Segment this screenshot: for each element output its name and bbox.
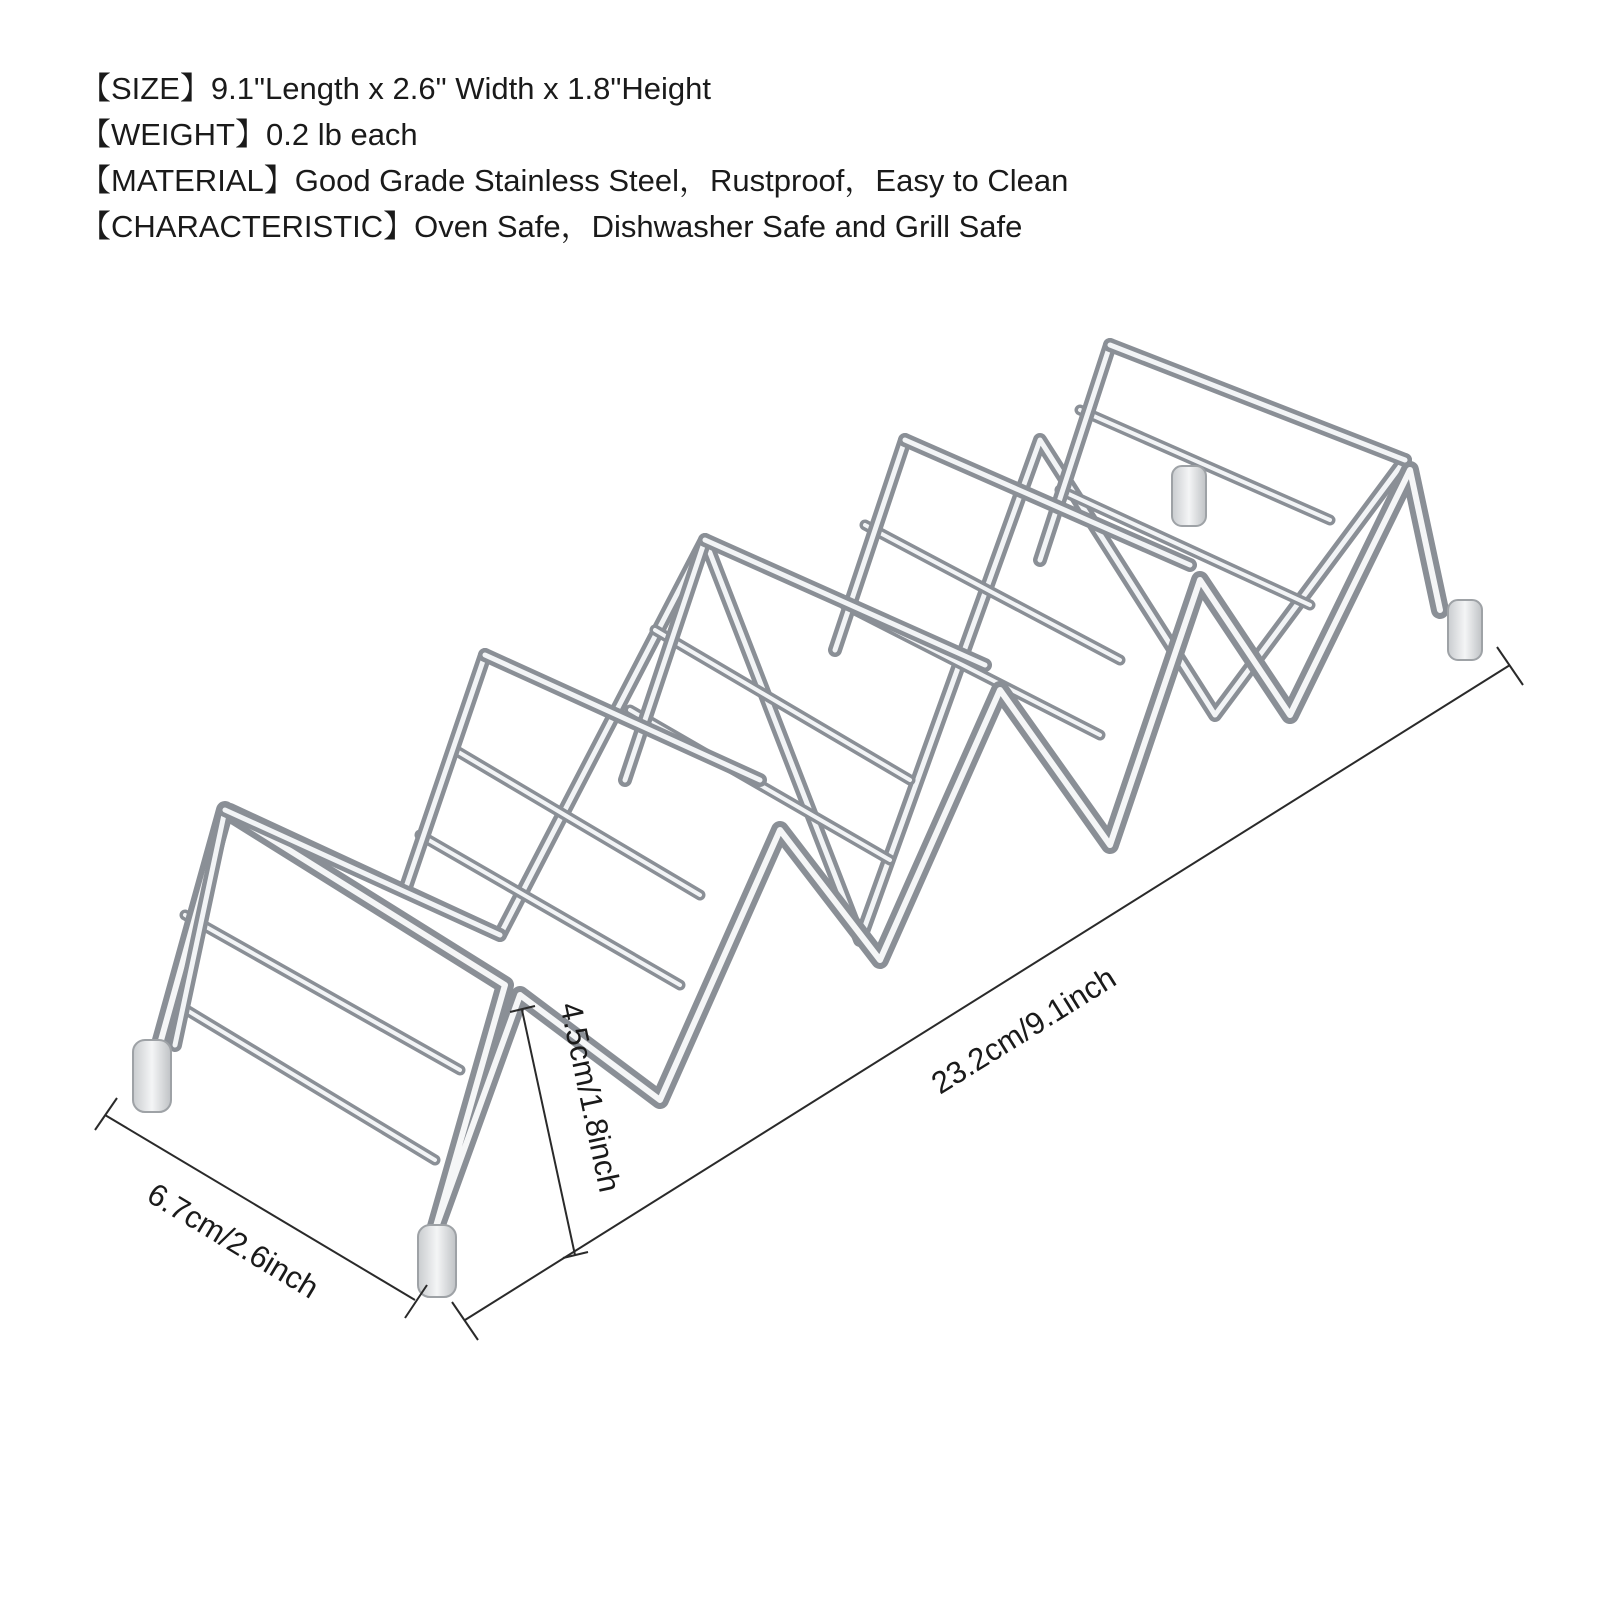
- foot-back-right: [1448, 600, 1482, 660]
- spec-characteristic-value: Oven Safe，Dishwasher Safe and Grill Safe: [414, 209, 1023, 244]
- spec-weight-value: 0.2 lb each: [266, 117, 418, 152]
- spec-size-value: 9.1"Length x 2.6" Width x 1.8"Height: [210, 71, 711, 106]
- spec-material-value: Good Grade Stainless Steel，Rustproof，Easy to Clean: [294, 163, 1069, 198]
- rack-uprights: [175, 345, 1110, 1045]
- width-tick-end: [405, 1285, 427, 1318]
- spec-weight-label: 【 WEIGHT 】: [80, 117, 266, 152]
- spec-size-label: 【 SIZE 】: [80, 71, 211, 106]
- length-dimension-line: [465, 665, 1510, 1320]
- foot-front-left: [133, 1040, 171, 1112]
- width-tick-start: [95, 1098, 117, 1130]
- length-tick-start: [452, 1302, 478, 1340]
- length-tick-end: [1497, 647, 1523, 685]
- rack-top-arches: [225, 345, 1405, 935]
- width-label: 6.7cm/2.6inch: [141, 1175, 325, 1306]
- foot-back-left: [1172, 466, 1206, 526]
- spec-material-label: 【 MATERIAL 】: [80, 163, 295, 198]
- spec-characteristic-label: 【 CHARACTERISTIC 】: [80, 209, 414, 244]
- rack-cross-bars: [170, 410, 1330, 1160]
- foot-front-right: [418, 1225, 456, 1297]
- length-label: 23.2cm/9.1inch: [925, 959, 1122, 1101]
- height-label: 4.5cm/1.8inch: [553, 999, 628, 1196]
- dimension-lines: [95, 647, 1523, 1340]
